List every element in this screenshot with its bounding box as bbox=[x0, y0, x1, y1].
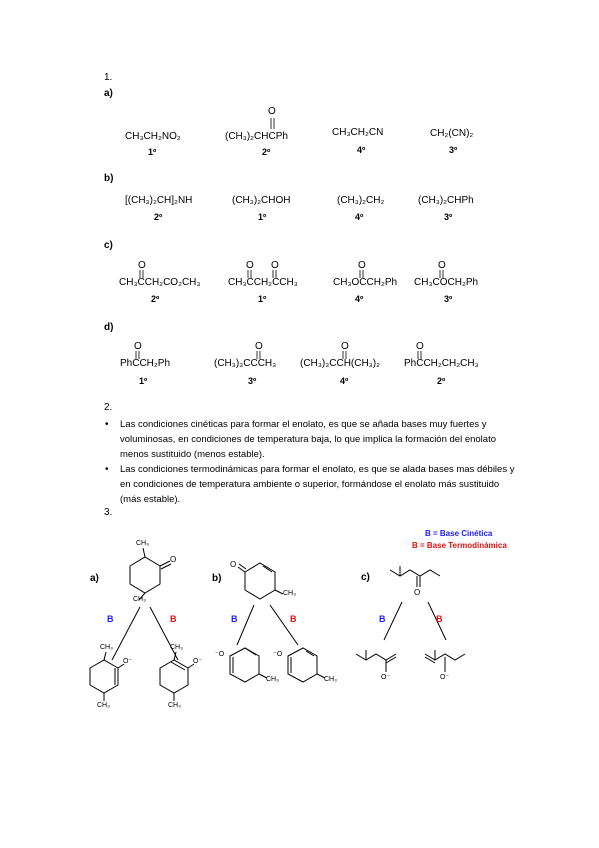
q2-point-1: Las condiciones cinéticas para formar el enolato, es que se añada bases muy fuertes y voluminosas, en condiciones de temperatura baja, lo que implica la formación del enolato menos sustituido (menos estable). bbox=[120, 419, 496, 460]
q1b-formula-2: (CH₃)₂CHOH bbox=[232, 195, 291, 206]
q1c-formula-2: CH₃CCH₂CCH₃ bbox=[228, 277, 298, 288]
q1a-rank-1: 1º bbox=[148, 147, 157, 157]
q3b-start-oxygen: O bbox=[230, 560, 237, 569]
q3a-p2-ch3-top: CH₃ bbox=[170, 644, 183, 651]
q1a-formula-3: CH₃CH₂CN bbox=[332, 127, 384, 138]
q3b-base-thermo: B bbox=[290, 614, 297, 624]
q3c-label: c) bbox=[361, 572, 370, 583]
q2-bullet-1: • bbox=[105, 419, 109, 430]
q1c-rank-3: 4º bbox=[355, 294, 364, 304]
q3a-p2-ominus: O⁻ bbox=[193, 658, 203, 665]
q3a-base-kinetic: B bbox=[107, 614, 114, 624]
q1d-rank-4: 2º bbox=[437, 376, 446, 386]
q2-bullet-2: • bbox=[105, 464, 109, 475]
q1d-formula-4: PhCCH₂CH₂CH₃ bbox=[404, 358, 479, 369]
q1b-label: b) bbox=[104, 173, 114, 184]
q3c-p1-ominus: O⁻ bbox=[381, 674, 391, 681]
q1c-oxygen-1: O bbox=[138, 260, 146, 271]
q3c-p2-ominus: O⁻ bbox=[440, 674, 450, 681]
q3a-start-ch3-top: CH₃ bbox=[136, 540, 149, 547]
q1b-rank-1: 2º bbox=[154, 212, 163, 222]
q1c-formula-3: CH₃OCCH₂Ph bbox=[333, 277, 398, 288]
q1c-oxygen-3: O bbox=[358, 260, 366, 271]
q1b-formula-4: (CH₃)₂CHPh bbox=[418, 195, 474, 206]
legend-thermo: B = Base Termodinámica bbox=[412, 541, 507, 550]
q1b-rank-2: 1º bbox=[258, 212, 267, 222]
q3a-p1-ch3-top: CH₃ bbox=[100, 644, 113, 651]
q1d-formula-3: (CH₃)₃CCH(CH₃)₂ bbox=[300, 358, 380, 369]
q3a-p2-ch3-bottom: CH₃ bbox=[168, 702, 181, 709]
q3b-p2-ch3: CH₃ bbox=[324, 676, 337, 683]
q1a-formula-1: CH₃CH₂NO₂ bbox=[125, 131, 181, 142]
q1c-oxygen-2b: O bbox=[271, 260, 279, 271]
q1c-formula-1: CH₃CCH₂CO₂CH₃ bbox=[119, 277, 201, 288]
q1a-rank-2: 2º bbox=[262, 147, 271, 157]
q1d-rank-1: 1º bbox=[139, 376, 148, 386]
q3a-base-thermo: B bbox=[170, 614, 177, 624]
q1d-oxygen-1: O bbox=[134, 341, 142, 352]
q3b-p1-ch3: CH₃ bbox=[266, 676, 279, 683]
q1c-formula-4: CH₃COCH₂Ph bbox=[414, 277, 479, 288]
q1b-rank-3: 4º bbox=[355, 212, 364, 222]
legend-kinetic: B = Base Cinética bbox=[425, 529, 493, 538]
q3c-start-oxygen: O bbox=[414, 588, 421, 597]
q3a-start-ch3-bottom: CH₃ bbox=[133, 596, 146, 603]
q3b-start-ch3: CH₃ bbox=[283, 590, 296, 597]
q3b-p2-ominus: ⁻O bbox=[273, 651, 283, 658]
q3c-base-kinetic: B bbox=[379, 614, 386, 624]
q1a-label: a) bbox=[104, 88, 113, 99]
q3c-base-thermo: B bbox=[436, 614, 443, 624]
q1c-rank-2: 1º bbox=[258, 294, 267, 304]
q1d-oxygen-3: O bbox=[341, 341, 349, 352]
q1c-rank-4: 3º bbox=[444, 294, 453, 304]
q1d-formula-2: (CH₃)₃CCCH₃ bbox=[214, 358, 277, 369]
q3a-p1-ominus: O⁻ bbox=[123, 658, 133, 665]
q1d-oxygen-2: O bbox=[255, 341, 263, 352]
q1b-formula-1: [(CH₃)₂CH]₂NH bbox=[125, 195, 193, 206]
question-1-number: 1. bbox=[104, 72, 113, 83]
q3b-base-kinetic: B bbox=[231, 614, 238, 624]
q1a-formula-4: CH₂(CN)₂ bbox=[430, 128, 474, 139]
q1d-oxygen-4: O bbox=[416, 341, 424, 352]
q3b-label: b) bbox=[212, 573, 222, 584]
q2-point-2: Las condiciones termodinámicas para formar el enolato, es que se alada bases mas débiles y en condiciones de temperatura ambiente o superior, formándose el enolato más sustituido (más estable). bbox=[120, 464, 515, 505]
q1d-rank-2: 3º bbox=[248, 376, 257, 386]
q1a-rank-3: 4º bbox=[357, 145, 366, 155]
q1c-oxygen-2a: O bbox=[246, 260, 254, 271]
question-3-number: 3. bbox=[104, 507, 113, 518]
q1c-label: c) bbox=[104, 240, 113, 251]
q1c-oxygen-4: O bbox=[438, 260, 446, 271]
q1d-label: d) bbox=[104, 322, 114, 333]
q1a-formula-2: (CH₃)₂CHCPh bbox=[225, 131, 288, 142]
q1c-rank-1: 2º bbox=[151, 294, 160, 304]
q1b-rank-4: 3º bbox=[444, 212, 453, 222]
q3b-p1-ominus: ⁻O bbox=[215, 651, 225, 658]
q3a-p1-ch3-bottom: CH₃ bbox=[97, 702, 110, 709]
question-2-number: 2. bbox=[104, 402, 113, 413]
q1b-formula-3: (CH₃)₂CH₂ bbox=[337, 195, 385, 206]
q1d-formula-1: PhCCH₂Ph bbox=[120, 358, 171, 369]
q3a-start-oxygen: O bbox=[170, 555, 177, 564]
q3a-label: a) bbox=[90, 573, 99, 584]
q1a-rank-4: 3º bbox=[449, 145, 458, 155]
q1a-oxygen: O bbox=[268, 106, 276, 117]
q1d-rank-3: 4º bbox=[340, 376, 349, 386]
